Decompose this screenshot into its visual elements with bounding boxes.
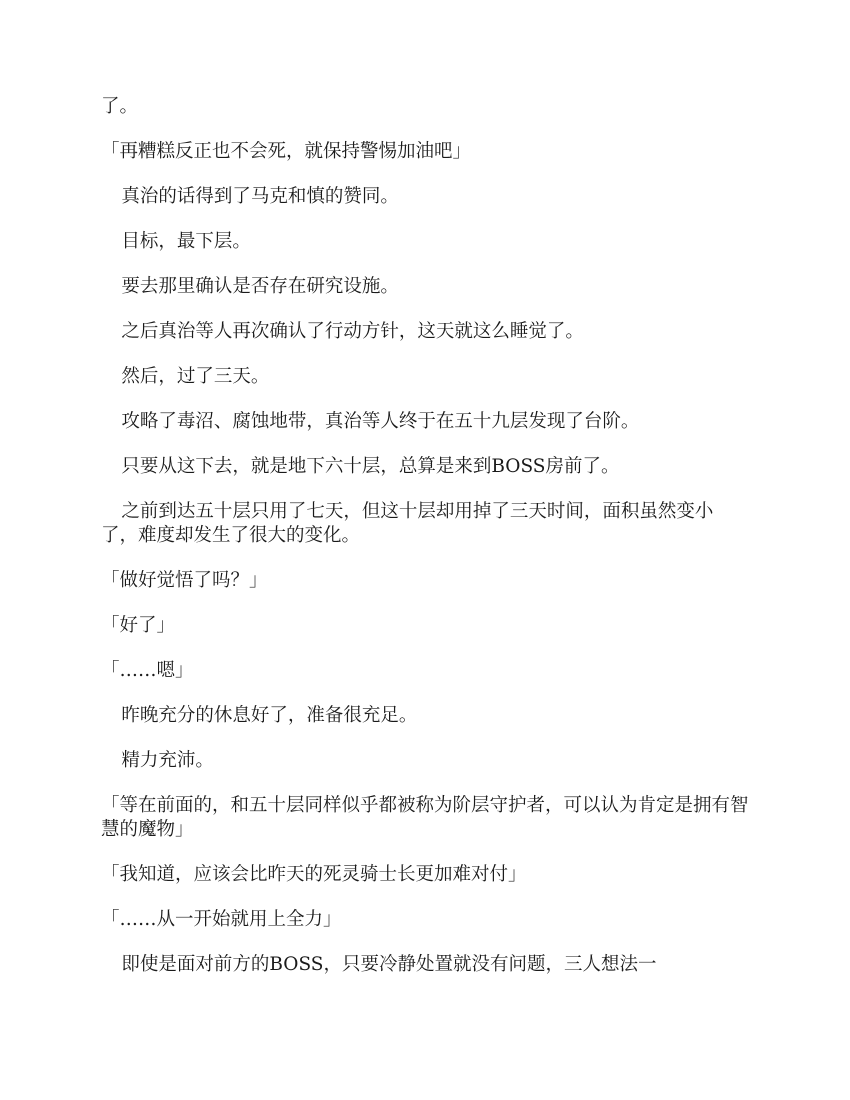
paragraph: 「再糟糕反正也不会死，就保持警惕加油吧」 [101, 141, 472, 162]
paragraph: 「好了」 [101, 615, 176, 636]
paragraph: 真治的话得到了马克和慎的赞同。 [121, 186, 399, 207]
paragraph: 攻略了毒沼、腐蚀地带，真治等人终于在五十九层发现了台阶。 [121, 411, 640, 432]
paragraph: 即使是面对前方的BOSS，只要冷静处置就没有问题，三人想法一 [121, 954, 657, 975]
paragraph: 要去那里确认是否存在研究设施。 [121, 276, 399, 297]
paragraph: 「我知道，应该会比昨天的死灵骑士长更加难对付」 [101, 864, 527, 885]
paragraph: 「……从一开始就用上全力」 [101, 909, 342, 930]
paragraph: 目标，最下层。 [121, 231, 251, 252]
body-text [101, 95, 749, 998]
paragraph: 「等在前面的，和五十层同样似乎都被称为阶层守护者，可以认为肯定是拥有智慧的魔物」 [101, 795, 749, 840]
paragraph: 精力充沛。 [121, 750, 214, 771]
paragraph: 之后真治等人再次确认了行动方针，这天就这么睡觉了。 [121, 321, 584, 342]
paragraph: 只要从这下去，就是地下六十层，总算是来到BOSS房前了。 [121, 456, 620, 477]
paragraph: 然后，过了三天。 [121, 366, 270, 387]
paragraph: 之前到达五十层只用了七天，但这十层却用掉了三天时间，面积虽然变小了，难度却发生了很大的变化。 [101, 501, 714, 546]
paragraph: 昨晚充分的休息好了，准备很充足。 [121, 705, 418, 726]
paragraph: 「……嗯」 [101, 660, 194, 681]
paragraph: 了。 [101, 96, 139, 117]
paragraph: 「做好觉悟了吗？」 [101, 570, 268, 591]
